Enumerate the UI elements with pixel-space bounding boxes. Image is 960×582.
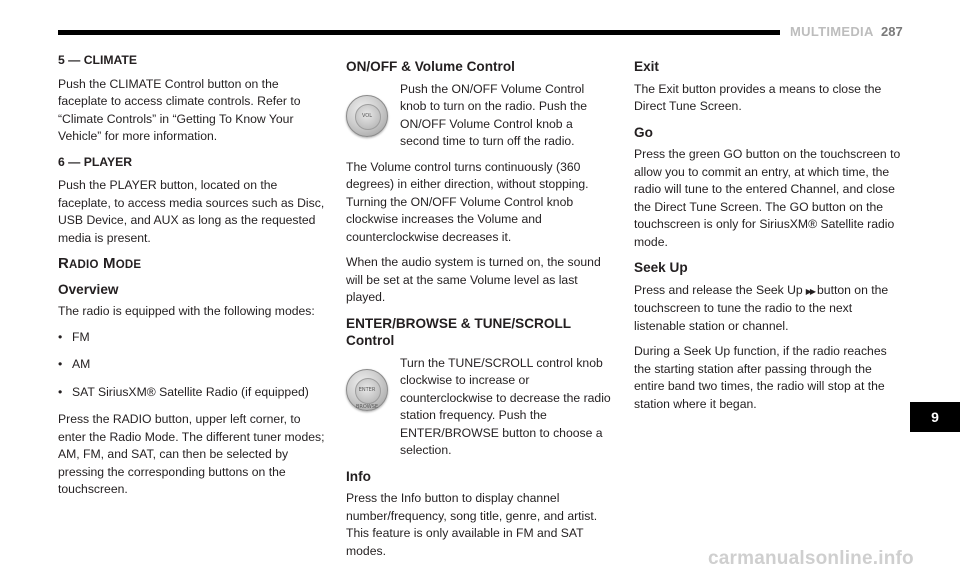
go-paragraph: Press the green GO button on the touchscreen to allow you to commit an entry, at which time, the radio will tune to the entered Channel, and close the Direct Tune Screen. The GO button on the touchscreen is only for SiriusXM® Satellite radio mode.: [634, 147, 901, 249]
page-number: 287: [881, 24, 903, 39]
volume-knob-icon: VOL: [346, 95, 388, 137]
exit-paragraph: The Exit button provides a means to close the Direct Tune Screen.: [634, 81, 882, 113]
radio-paragraph: Press the RADIO button, upper left corner, to enter the Radio Mode. The different tuner modes; AM, FM, and SAT, can then be selected by pressing the corresponding buttons on the touchscreen.: [58, 412, 325, 496]
exit-heading: Exit: [634, 59, 659, 74]
tune-block: [346, 355, 614, 460]
onoff-heading: ON/OFF & Volume Control: [346, 59, 515, 74]
list-item: • FM: [58, 329, 90, 344]
seek-up-paragraph-2: During a Seek Up function, if the radio reaches the starting station after passing through the entire band two times, the radio will stop at the station where it began.: [634, 344, 887, 411]
onoff-block: [346, 81, 614, 151]
enter-browse-heading: ENTER/BROWSE & TUNE/SCROLL Control: [346, 315, 571, 348]
watermark: carmanualsonline.info: [708, 548, 914, 569]
modes-list: [58, 329, 326, 402]
climate-heading: 5 — CLIMATE: [58, 53, 137, 67]
volume-paragraph: The Volume control turns continuously (360 degrees) in either direction, without stopping. Turning the ON/OFF Volume Control knob clockwise increases the Volume and counterclockwise decreases it.: [346, 159, 589, 244]
tune-paragraph: Turn the TUNE/SCROLL control knob clockwise to increase or counterclockwise to decrease the radio station frequency. Push the ENTER/BROWSE button to choose a selection.: [400, 355, 611, 457]
overview-paragraph: The radio is equipped with the following modes:: [58, 304, 315, 318]
seek-up-heading: Seek Up: [634, 260, 688, 275]
info-heading: Info: [346, 468, 371, 484]
climate-paragraph: Push the CLIMATE Control button on the faceplate to access climate controls. Refer to “Climate Controls” in “Getting To Know Your Vehicle” for more information.: [58, 76, 301, 143]
column-left: [58, 52, 326, 507]
audio-paragraph: When the audio system is turned on, the sound will be set at the same Volume level as last played.: [346, 255, 601, 304]
seek-up-paragraph: Press and release the Seek Up ▶▶ button on the touchscreen to tune the radio to the next listenable station or channel.: [634, 282, 889, 333]
onoff-paragraph: Push the ON/OFF Volume Control knob to turn on the radio. Push the ON/OFF Volume Control knob a second time to turn off the radio.: [400, 81, 588, 148]
column-right: [634, 52, 902, 421]
radio-mode-heading: RADIO MODE: [58, 255, 142, 272]
overview-heading: Overview: [58, 281, 119, 297]
tune-knob-icon: ENTER BROWSE: [346, 369, 388, 411]
player-paragraph: Push the PLAYER button, located on the faceplate, to access media sources such as Disc, USB Device, and AUX as long as the requested media is present.: [58, 178, 325, 245]
header-rule: [58, 30, 780, 35]
section-title: MULTIMEDIA: [790, 24, 874, 39]
seek-up-icon: ▶▶: [805, 286, 815, 296]
column-middle: [346, 52, 614, 568]
list-item: • SAT SiriusXM® Satellite Radio (if equipped): [58, 384, 309, 399]
go-heading: Go: [634, 124, 653, 140]
chapter-tab: 9: [910, 402, 960, 432]
list-item: • AM: [58, 357, 91, 371]
player-heading: 6 — PLAYER: [58, 154, 133, 169]
info-paragraph: Press the Info button to display channel number/frequency, song title, genre, and artist. This feature is only available in FM and SAT modes.: [346, 491, 598, 558]
